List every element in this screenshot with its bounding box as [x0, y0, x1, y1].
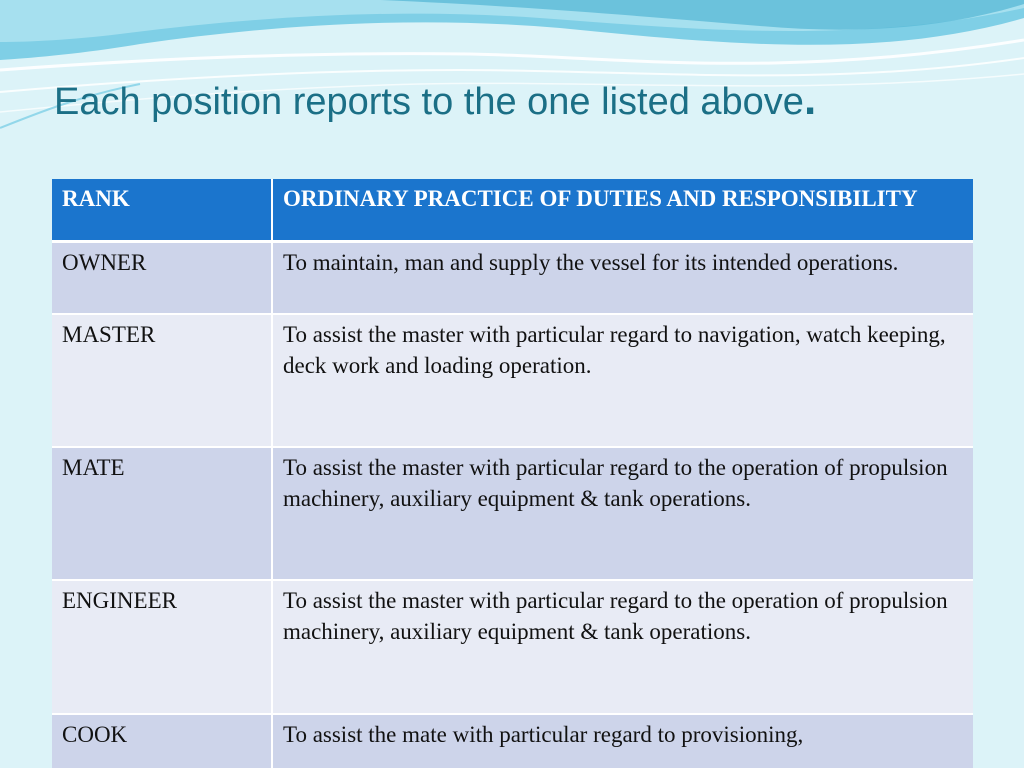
column-header-duties: ORDINARY PRACTICE OF DUTIES AND RESPONSIBILITY [273, 179, 973, 243]
slide-title-text: Each position reports to the one listed above [54, 81, 804, 123]
duty-cell: To assist the mate with particular regard to provisioning, [273, 715, 973, 768]
table-row [52, 448, 973, 581]
table-row [52, 243, 973, 315]
duty-cell: To assist the master with particular regard to the operation of propulsion machinery, auxiliary equipment & tank operations. [273, 448, 973, 581]
rank-cell: COOK [52, 715, 273, 768]
rank-cell: MATE [52, 448, 273, 581]
rank-cell: OWNER [52, 243, 273, 315]
rank-cell: ENGINEER [52, 581, 273, 715]
table-row [52, 315, 973, 448]
slide-title [54, 76, 816, 126]
table-row [52, 581, 973, 715]
table-row [52, 715, 973, 768]
duty-cell: To assist the master with particular regard to navigation, watch keeping, deck work and loading operation. [273, 315, 973, 448]
rank-duties-table [52, 179, 973, 768]
duty-cell: To assist the master with particular regard to the operation of propulsion machinery, auxiliary equipment & tank operations. [273, 581, 973, 715]
duty-cell: To maintain, man and supply the vessel for its intended operations. [273, 243, 973, 315]
rank-cell: MASTER [52, 315, 273, 448]
slide-title-period: . [803, 75, 817, 124]
column-header-rank: RANK [52, 179, 273, 243]
table-header-row [52, 179, 973, 243]
